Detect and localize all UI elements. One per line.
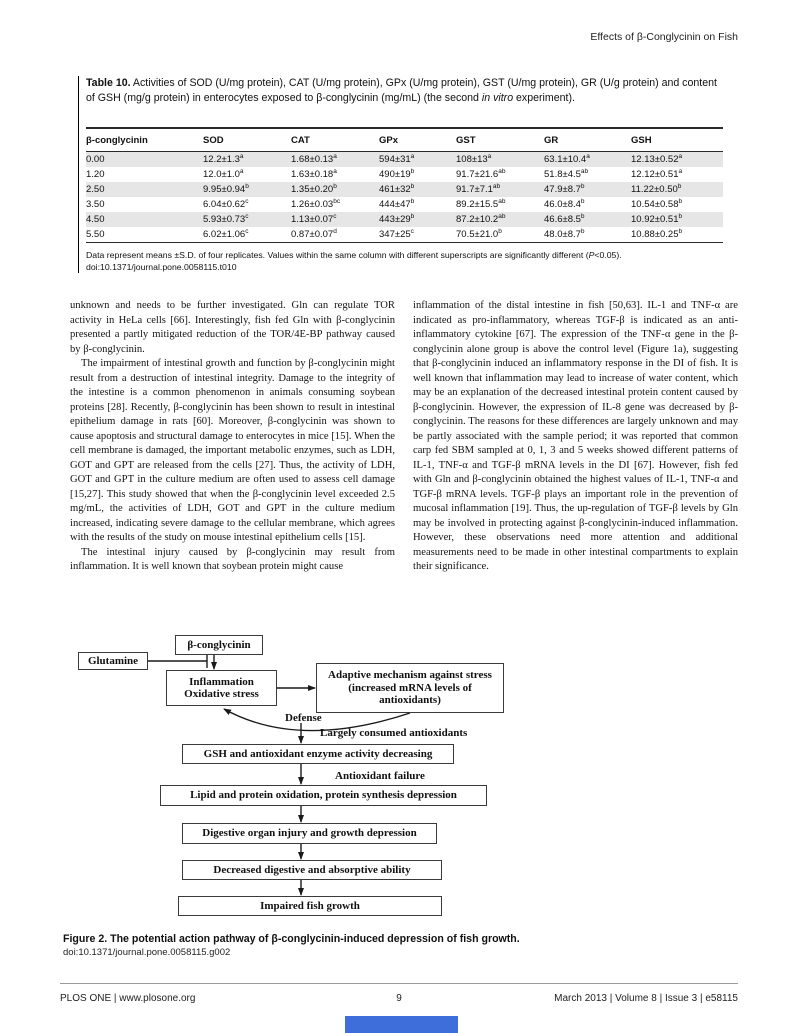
right-column xyxy=(413,299,738,575)
dose-cell: 0.00 xyxy=(86,154,105,165)
box-glutamine: Glutamine xyxy=(78,652,148,670)
value-cell: 51.8±4.5$^{ab}$ xyxy=(544,167,589,180)
figure-doi: doi:10.1371/journal.pone.0058115.g002 xyxy=(63,947,231,958)
table-row xyxy=(86,152,723,168)
table-row xyxy=(86,197,723,212)
dose-cell: 2.50 xyxy=(86,184,105,195)
column-header: SOD xyxy=(203,135,224,146)
label-antioxidant-failure: Antioxidant failure xyxy=(335,770,425,782)
table-body xyxy=(86,152,723,243)
value-cell: 0.87±0.07$^d$ xyxy=(291,227,337,240)
table-caption-tail: experiment). xyxy=(513,92,575,104)
value-cell: 1.13±0.07$^c$ xyxy=(291,212,337,225)
value-cell: 47.9±8.7$^b$ xyxy=(544,182,585,195)
value-cell: 10.54±0.58$^b$ xyxy=(631,197,683,210)
paragraph: The impairment of intestinal growth and function by β-conglycinin might result from a destruction of intestinal integrity. Damage to the integrity of the intestine is a common phenomenon in animals consuming soybean proteins [28]. Recently, β-conglycinin has been shown to result in intestinal epithelium damage in rats [60]. Moreover, β-conglycinin was shown to cause apoptosis and structural damage to enterocytes in mice [15]. When the cell membrane is damaged, the important metabolic enzymes, such as LDH, GOT and GPT are released from the cells [27]. Thus, the activity of LDH, GOT and GPT in the culture medium are often used to assess cell damage [15,27]. This study showed that when the β-conglycinin level exceeded 2.5 mg/mL, the activities of LDH, GOT and GPT in the culture medium increased, indicating severe damage to the cellular membrane, which agrees with the results of the study on mouse intestinal epithelium cells [15]. xyxy=(70,358,395,543)
box-lipid-protein-oxidation: Lipid and protein oxidation, protein synthesis depression xyxy=(160,785,487,806)
value-cell: 63.1±10.4$^a$ xyxy=(544,152,590,165)
value-cell: $444\pm 47^b$ xyxy=(379,197,415,210)
dose-cell: 5.50 xyxy=(86,229,105,240)
footer-divider xyxy=(60,983,738,984)
value-cell: $594\pm 31^a$ xyxy=(379,152,415,165)
value-cell: $490\pm 19^b$ xyxy=(379,167,415,180)
figure-caption xyxy=(63,933,743,958)
column-header: GST xyxy=(456,135,476,146)
box-decreased-digestive-ability: Decreased digestive and absorptive ability xyxy=(182,860,442,880)
box-line: Oxidative stress xyxy=(184,688,259,700)
table-doi: doi:10.1371/journal.pone.0058115.t010 xyxy=(86,261,237,272)
box-digestive-organ-injury: Digestive organ injury and growth depression xyxy=(182,823,437,844)
label-largely-consumed: Largely consumed antioxidants xyxy=(320,727,468,739)
column-header: GR xyxy=(544,135,559,146)
value-cell: 9.95±0.94$^b$ xyxy=(203,182,249,195)
table-label: Table 10. xyxy=(86,77,131,89)
box-line: Inflammation xyxy=(189,675,254,688)
value-cell: 5.93±0.73$^c$ xyxy=(203,212,249,225)
value-cell: 48.0±8.7$^b$ xyxy=(544,227,585,240)
paragraph: inflammation of the distal intestine in fish [50,63]. IL-1 and TNF-α are indicated as pro-inflammatory, whereas TGF-β is indicated as an anti-inflammatory cytokine [67]. The expression of the TNF-α gene in the β-conglycinin alone group is above the control level (Figure 1a), suggesting that β-conglycinin induced an inflammatory response in the DI of fish. It is well known that inflammation may lead to increase of water content, which may be an explanation of the decreased intestinal protein content caused by β-conglycinin. However, the expression of IL-8 gene was decreased by β-conglycinin. The reasons for these differences are largely unknown and may be partly associated with the sample period; it was reported that common carp fed SBM sampled at 0, 1, 3 and 5 weeks showed different patterns of IL-1, TNF-α and TGF-β mRNA levels in the DI [67]. However, fish fed with Gln and β-conglycinin obtained the highest values of IL-1, TNF-α and TGF-β mRNA levels. TGF-β plays an important role in the prevention of mucosal inflammation [19]. Thus, the up-regulation of TGF-β levels by Gln may be involved in protecting against β-conglycinin-induced inflammation. However, these observations need more attention and additional measurements need to be made in other intestinal compartments to explain their significance. xyxy=(413,300,738,572)
value-cell: 6.04±0.62$^c$ xyxy=(203,197,249,210)
value-cell: $108\pm 13^a$ xyxy=(456,152,492,165)
footer-issue: March 2013 | Volume 8 | Issue 3 | e58115 xyxy=(554,993,738,1004)
figure-caption-text: Figure 2. The potential action pathway of β-conglycinin-induced depression of fish growth. xyxy=(63,933,520,945)
value-cell: 12.0±1.0$^a$ xyxy=(203,167,244,180)
box-gsh-decreasing: GSH and antioxidant enzyme activity decreasing xyxy=(182,744,454,764)
article-body xyxy=(70,299,738,575)
value-cell: 1.35±0.20$^b$ xyxy=(291,182,337,195)
table-footnote: Data represent means ±S.D. of four replicates. Values within the same column with different superscripts are significantly different (P<0.05). xyxy=(86,250,622,260)
dose-cell: 3.50 xyxy=(86,199,105,210)
value-cell: 91.7±7.1$^{ab}$ xyxy=(456,182,501,195)
table-caption-text: Activities of SOD (U/mg protein), CAT (U/mg protein), GPx (U/mg protein), GST (U/mg protein), GR (U/g protein) and content of GSH (mg/g protein) in enterocytes exposed to β-conglycinin (mg/mL) (the second xyxy=(86,77,717,104)
table-caption xyxy=(86,76,726,106)
value-cell: $443\pm 29^b$ xyxy=(379,212,415,225)
value-cell: 91.7±21.6$^{ab}$ xyxy=(456,167,506,180)
value-cell: 89.2±15.5$^{ab}$ xyxy=(456,197,506,210)
table-row xyxy=(86,167,723,182)
table-row xyxy=(86,227,723,243)
column-header: GSH xyxy=(631,135,652,146)
value-cell: 12.2±1.3$^a$ xyxy=(203,152,244,165)
footer-journal: PLOS ONE | www.plosone.org xyxy=(60,993,196,1004)
column-header: β-conglycinin xyxy=(86,135,148,146)
value-cell: 10.92±0.51$^b$ xyxy=(631,212,683,225)
value-cell: 46.0±8.4$^b$ xyxy=(544,197,585,210)
paragraph: The intestinal injury caused by β-conglycinin may result from inflammation. It is well known that soybean protein might cause xyxy=(70,546,395,572)
table-row xyxy=(86,212,723,227)
value-cell: 12.12±0.51$^a$ xyxy=(631,167,683,180)
value-cell: $347\pm 25^c$ xyxy=(379,227,414,240)
value-cell: 87.2±10.2$^{ab}$ xyxy=(456,212,506,225)
table-caption-italic: in vitro xyxy=(481,92,514,104)
box-adaptive-mechanism: Adaptive mechanism against stress (increased mRNA levels of antioxidants) xyxy=(316,663,504,713)
value-cell: 12.13±0.52$^a$ xyxy=(631,152,683,165)
box-beta-conglycinin: β-conglycinin xyxy=(175,635,263,655)
paragraph: unknown and needs to be further investigated. Gln can regulate TOR activity in HeLa cells [66]. Interestingly, fish fed Gln with β-conglycinin presented a partly mitigated reduction of the TOR/4E-BP pathway caused by β-conglycinin. xyxy=(70,300,395,355)
dose-cell: 1.20 xyxy=(86,169,105,180)
table-block xyxy=(78,76,730,273)
table-row xyxy=(86,182,723,197)
scroll-indicator[interactable] xyxy=(345,1016,458,1033)
value-cell: 1.26±0.03$^{bc}$ xyxy=(291,197,341,210)
box-impaired-fish-growth: Impaired fish growth xyxy=(178,896,442,916)
value-cell: 46.6±8.5$^b$ xyxy=(544,212,585,225)
dose-cell: 4.50 xyxy=(86,214,105,225)
value-cell: 6.02±1.06$^c$ xyxy=(203,227,249,240)
page-footer xyxy=(60,993,738,1004)
value-cell: 1.63±0.18$^a$ xyxy=(291,167,337,180)
value-cell: 11.22±0.50$^b$ xyxy=(631,182,682,195)
value-cell: 1.68±0.13$^a$ xyxy=(291,152,337,165)
value-cell: $461\pm 32^b$ xyxy=(379,182,415,195)
column-header: GPx xyxy=(379,135,399,146)
label-defense: Defense xyxy=(285,712,322,724)
column-header: CAT xyxy=(291,135,310,146)
left-column xyxy=(70,299,395,575)
table-header-row xyxy=(86,128,723,152)
figure-2-flow-diagram xyxy=(60,628,520,928)
box-inflammation-oxidative-stress xyxy=(166,670,277,706)
running-header: Effects of β-Conglycinin on Fish xyxy=(590,31,738,43)
page-number: 9 xyxy=(396,993,402,1004)
value-cell: 70.5±21.0$^b$ xyxy=(456,227,502,240)
value-cell: 10.88±0.25$^b$ xyxy=(631,227,683,240)
data-table xyxy=(86,127,723,243)
